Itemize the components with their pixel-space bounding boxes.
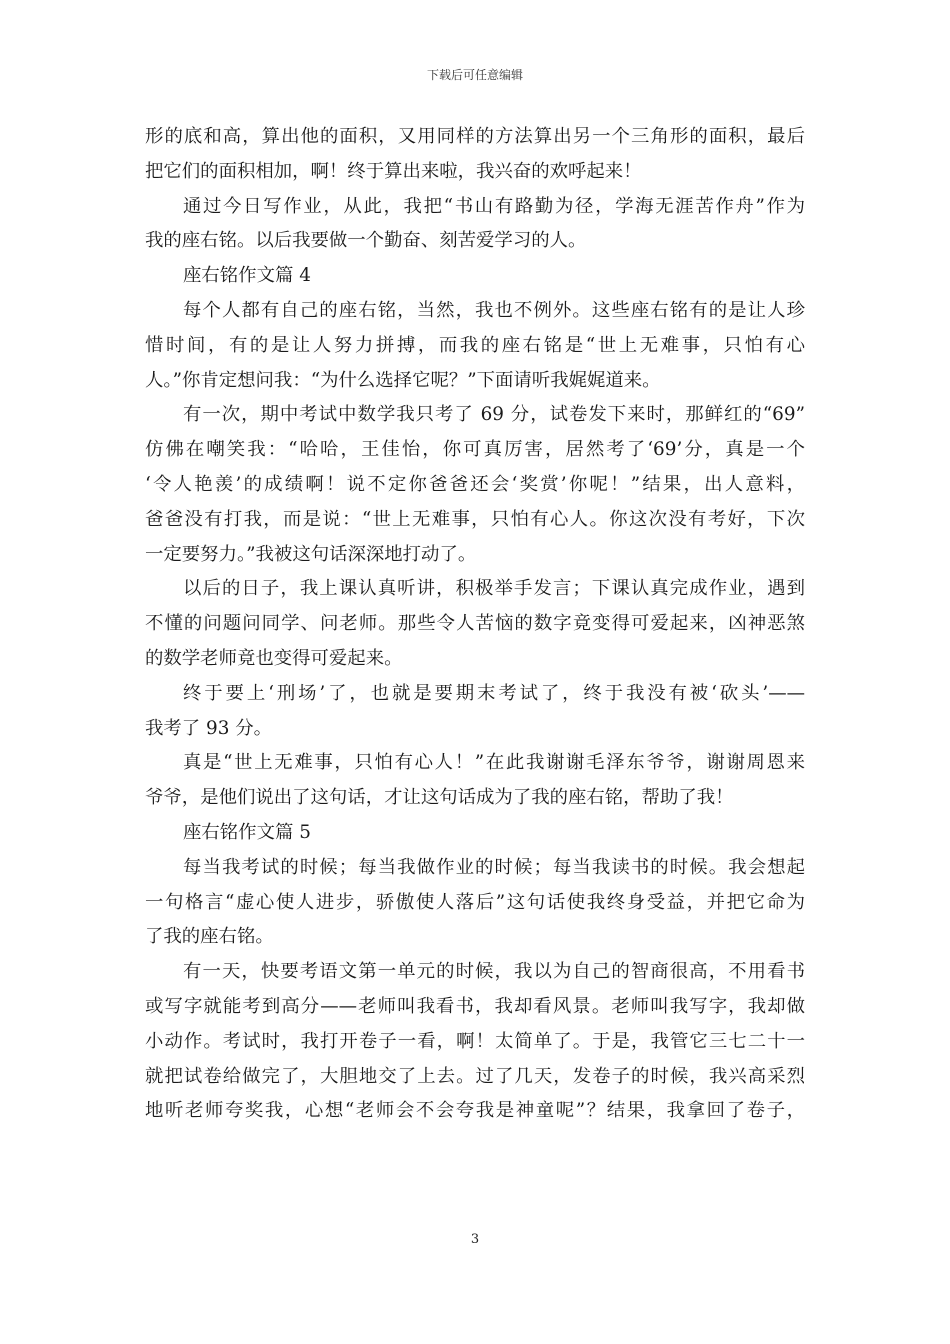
page-number: 3 (470, 1232, 480, 1247)
text-line: 仿佛在嘲笑我：“哈哈，王佳怡，你可真厉害，居然考了‘69’分，真是一个 (145, 439, 805, 461)
text-line: 了我的座右铭。 (145, 926, 274, 948)
text-line: ‘令人艳羡’的成绩啊！说不定你爸爸还会‘奖赏’你呢！”结果，出人意料， (145, 473, 805, 495)
text-line: 通过今日写作业，从此，我把“书山有路勤为径，学海无涯苦作舟”作为 (183, 195, 805, 217)
page-header: 下载后可任意编辑 (426, 68, 523, 82)
text-line: 小动作。考试时，我打开卷子一看，啊！太简单了。于是，我管它三七二十一 (145, 1030, 805, 1052)
text-line: 或写字就能考到高分——老师叫我看书，我却看风景。老师叫我写字，我却做 (145, 995, 805, 1017)
text-line: 人。”你肯定想问我：“为什么选择它呢？”下面请听我娓娓道来。 (145, 369, 661, 391)
text-line: 每当我考试的时候；每当我做作业的时候；每当我读书的时候。我会想起 (183, 856, 805, 878)
text-line: 爸爸没有打我，而是说：“世上无难事，只怕有心人。你这次没有考好，下次 (145, 508, 805, 530)
text-line: 每个人都有自己的座右铭，当然，我也不例外。这些座右铭有的是让人珍 (183, 299, 805, 321)
text-line: 的数学老师竟也变得可爱起来。 (145, 647, 403, 669)
text-line: 惜时间，有的是让人努力拼搏，而我的座右铭是“世上无难事，只怕有心 (145, 334, 805, 356)
text-line: 形的底和高，算出他的面积，又用同样的方法算出另一个三角形的面积，最后 (145, 126, 805, 147)
text-line: 一句格言“虚心使人进步，骄傲使人落后”这句话使我终身受益，并把它命为 (145, 891, 805, 913)
text-line: 座右铭作文篇 5 (183, 821, 311, 843)
text-line: 地听老师夸奖我，心想“老师会不会夸我是神童呢”？结果，我拿回了卷子， (145, 1100, 805, 1122)
text-line: 有一次，期中考试中数学我只考了 69 分，试卷发下来时，那鲜红的“69” (183, 404, 805, 426)
text-line: 真是“世上无难事，只怕有心人！”在此我谢谢毛泽东爷爷，谢谢周恩来 (183, 752, 805, 774)
text-line: 我考了 93 分。 (145, 717, 273, 739)
text-line: 我的座右铭。以后我要做一个勤奋、刻苦爱学习的人。 (145, 230, 587, 252)
text-line: 把它们的面积相加，啊！终于算出来啦，我兴奋的欢呼起来！ (145, 160, 642, 182)
document-body (145, 120, 805, 1129)
text-line: 座右铭作文篇 4 (183, 265, 311, 287)
text-line: 爷爷，是他们说出了这句话，才让这句话成为了我的座右铭，帮助了我！ (145, 787, 734, 809)
text-line: 不懂的问题问同学、问老师。那些令人苦恼的数字竟变得可爱起来，凶神恶煞 (145, 613, 805, 635)
text-line: 以后的日子，我上课认真听讲，积极举手发言；下课认真完成作业，遇到 (183, 578, 805, 600)
text-line: 终于要上‘刑场’了，也就是要期末考试了，终于我没有被‘砍头’—— (183, 682, 805, 704)
text-line: 一定要努力。”我被这句话深深地打动了。 (145, 543, 477, 565)
text-line: 就把试卷给做完了，大胆地交了上去。过了几天，发卷子的时候，我兴高采烈 (145, 1065, 805, 1087)
text-line: 有一天，快要考语文第一单元的时候，我以为自己的智商很高，不用看书 (183, 961, 805, 983)
